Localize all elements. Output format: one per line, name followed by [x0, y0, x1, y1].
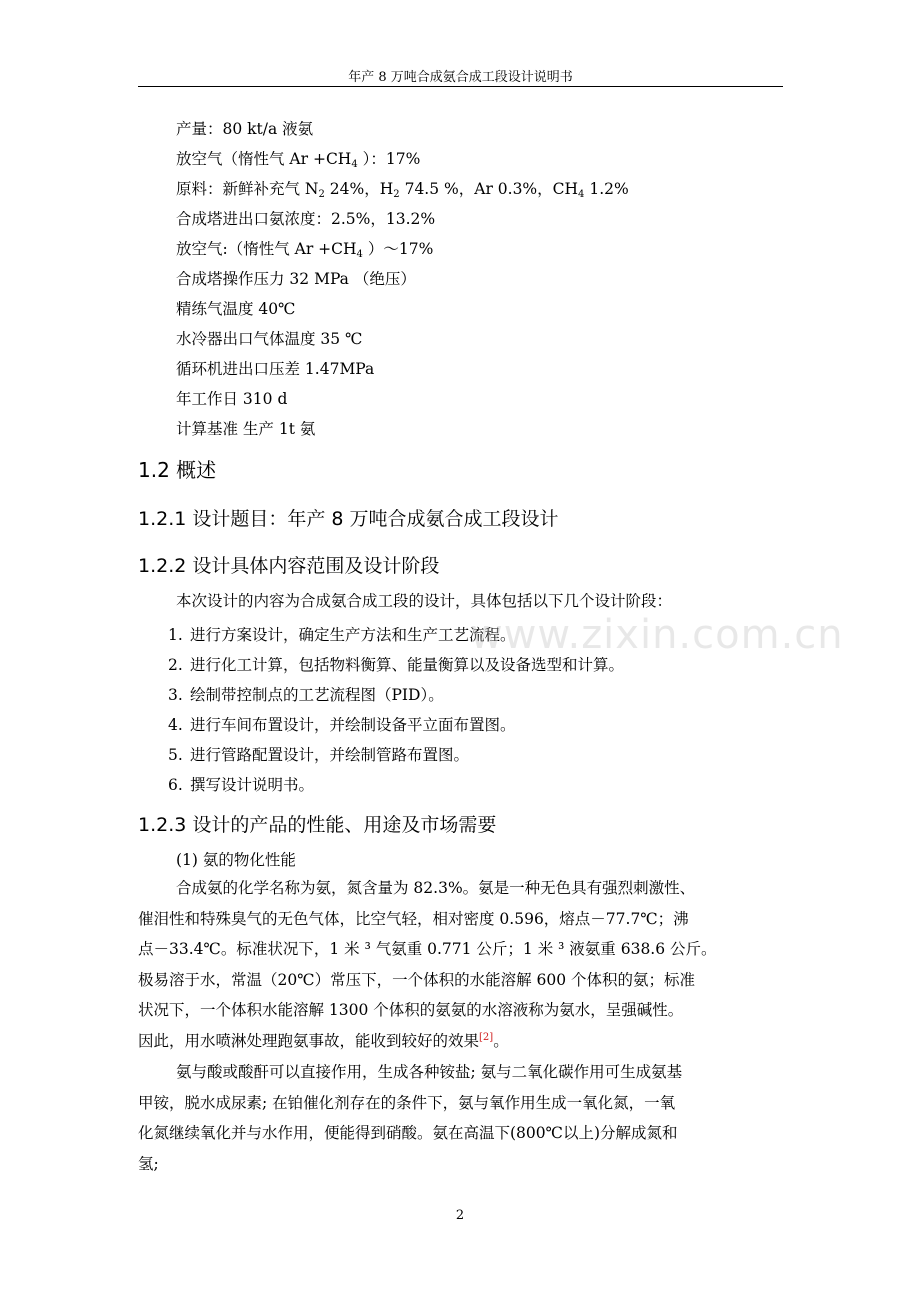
param-purge-gas-2 — [176, 234, 629, 264]
param-text: 放空气（惰性气 Ar +CH — [176, 150, 352, 168]
page-header: 年产 8 万吨合成氨合成工段设计说明书 — [348, 70, 573, 85]
paragraph-line: 甲铵，脱水成尿素; 在铂催化剂存在的条件下，氨与氧作用生成一氧化氮，一氧 — [138, 1093, 676, 1112]
line-text: 因此，用水喷淋处理跑氨事故，能收到较好的效果 — [138, 1031, 480, 1050]
param-text: ）～17% — [362, 240, 434, 258]
list-text: 撰写设计说明书。 — [190, 776, 315, 794]
subscript: 4 — [578, 189, 585, 200]
param-pressure — [176, 264, 629, 294]
param-work-days — [176, 384, 629, 414]
section-heading-1-2: 1.2 概述 — [138, 458, 217, 482]
param-ammonia-conc — [176, 204, 629, 234]
list-text: 进行方案设计，确定生产方法和生产工艺流程。 — [190, 626, 516, 644]
list-text: 绘制带控制点的工艺流程图（PID）。 — [190, 686, 444, 704]
param-cooler-temp — [176, 324, 629, 354]
list-number: 1. — [168, 626, 183, 644]
parameter-list — [176, 114, 629, 444]
page-number: 2 — [455, 1208, 465, 1223]
subsection-title: (1) 氨的物化性能 — [176, 851, 296, 869]
param-text: 精练气温度 40℃ — [176, 300, 296, 318]
paragraph-properties — [138, 873, 783, 1056]
list-item — [168, 680, 624, 710]
param-text: 合成塔操作压力 32 MPa （绝压） — [176, 270, 416, 288]
paragraph-reactions — [138, 1057, 783, 1179]
param-text: 循环机进出口压差 1.47MPa — [176, 360, 375, 378]
section-heading-1-2-2: 1.2.2 设计具体内容范围及设计阶段 — [138, 555, 440, 577]
param-text: 计算基准 生产 1t 氨 — [176, 420, 316, 438]
param-basis — [176, 414, 629, 444]
param-text: 水冷器出口气体温度 35 ℃ — [176, 330, 363, 348]
watermark: www.zixin.com.cn — [470, 612, 844, 658]
list-text: 进行车间布置设计，并绘制设备平立面布置图。 — [190, 716, 516, 734]
paragraph-line — [138, 1057, 783, 1088]
param-text: 合成塔进出口氨浓度：2.5%，13.2% — [176, 210, 436, 228]
param-gas-temp — [176, 294, 629, 324]
paragraph-line: 化氮继续氧化并与水作用，便能得到硝酸。氨在高温下(800℃以上)分解成氮和 — [138, 1124, 678, 1142]
paragraph-line: 氢; — [138, 1154, 159, 1173]
param-raw-material — [176, 174, 629, 204]
list-text: 进行化工计算，包括物料衡算、能量衡算以及设备选型和计算。 — [190, 656, 625, 674]
param-text: 74.5 %，Ar 0.3%，CH — [399, 180, 579, 198]
param-purge-gas — [176, 144, 629, 174]
list-number: 4. — [168, 716, 183, 734]
param-text: 原料：新鲜补充气 N — [176, 180, 319, 198]
subscript: 4 — [356, 249, 363, 260]
line-text: 氨与酸或酸酐可以直接作用，生成各种铵盐; 氨与二氧化碳作用可生成氨基 — [176, 1063, 683, 1081]
section-heading-1-2-3: 1.2.3 设计的产品的性能、用途及市场需要 — [138, 814, 497, 836]
param-pressure-diff — [176, 354, 629, 384]
section-intro: 本次设计的内容为合成氨合成工段的设计，具体包括以下几个设计阶段： — [176, 592, 673, 610]
list-number: 3. — [168, 686, 183, 704]
paragraph-line: 状况下，一个体积水能溶解 1300 个体积的氨氨的水溶液称为氨水，呈强碱性。 — [138, 1001, 684, 1019]
list-item — [168, 740, 624, 770]
param-text: 年工作日 310 d — [176, 390, 288, 408]
subscript: 4 — [351, 159, 358, 170]
paragraph-line: 极易溶于水，常温（20℃）常压下，一个体积的水能溶解 600 个体积的氨；标准 — [138, 970, 696, 989]
param-text: 1.2% — [584, 180, 629, 198]
paragraph-line: 点－33.4℃。标准状况下，1 米 ³ 气氨重 0.771 公斤；1 米 ³ 液氨重 638.6 公斤。 — [138, 940, 717, 958]
citation-link[interactable]: [2] — [479, 1031, 494, 1043]
param-text: 放空气:（惰性气 Ar +CH — [176, 240, 357, 258]
param-text: ）：17% — [357, 150, 421, 168]
line-text: 。 — [493, 1031, 509, 1050]
list-text: 进行管路配置设计，并绘制管路布置图。 — [190, 746, 470, 764]
subscript: 2 — [318, 189, 325, 200]
list-number: 5. — [168, 746, 183, 764]
paragraph-line — [138, 1026, 783, 1057]
param-text: 24%，H — [324, 180, 394, 198]
list-number: 2. — [168, 656, 183, 674]
list-number: 6. — [168, 776, 183, 794]
subscript: 2 — [393, 189, 400, 200]
param-text: 产量：80 kt/a 液氨 — [176, 120, 314, 138]
list-item — [168, 710, 624, 740]
section-heading-1-2-1: 1.2.1 设计题目：年产 8 万吨合成氨合成工段设计 — [138, 508, 559, 530]
param-output — [176, 114, 629, 144]
paragraph-line: 催泪性和特殊臭气的无色气体，比空气轻，相对密度 0.596，熔点－77.7℃；沸 — [138, 909, 689, 928]
header-rule — [138, 86, 783, 87]
paragraph-line — [138, 873, 783, 904]
line-text: 合成氨的化学名称为氨，氮含量为 82.3%。氨是一种无色具有强烈刺激性、 — [176, 879, 696, 897]
list-item — [168, 770, 624, 800]
